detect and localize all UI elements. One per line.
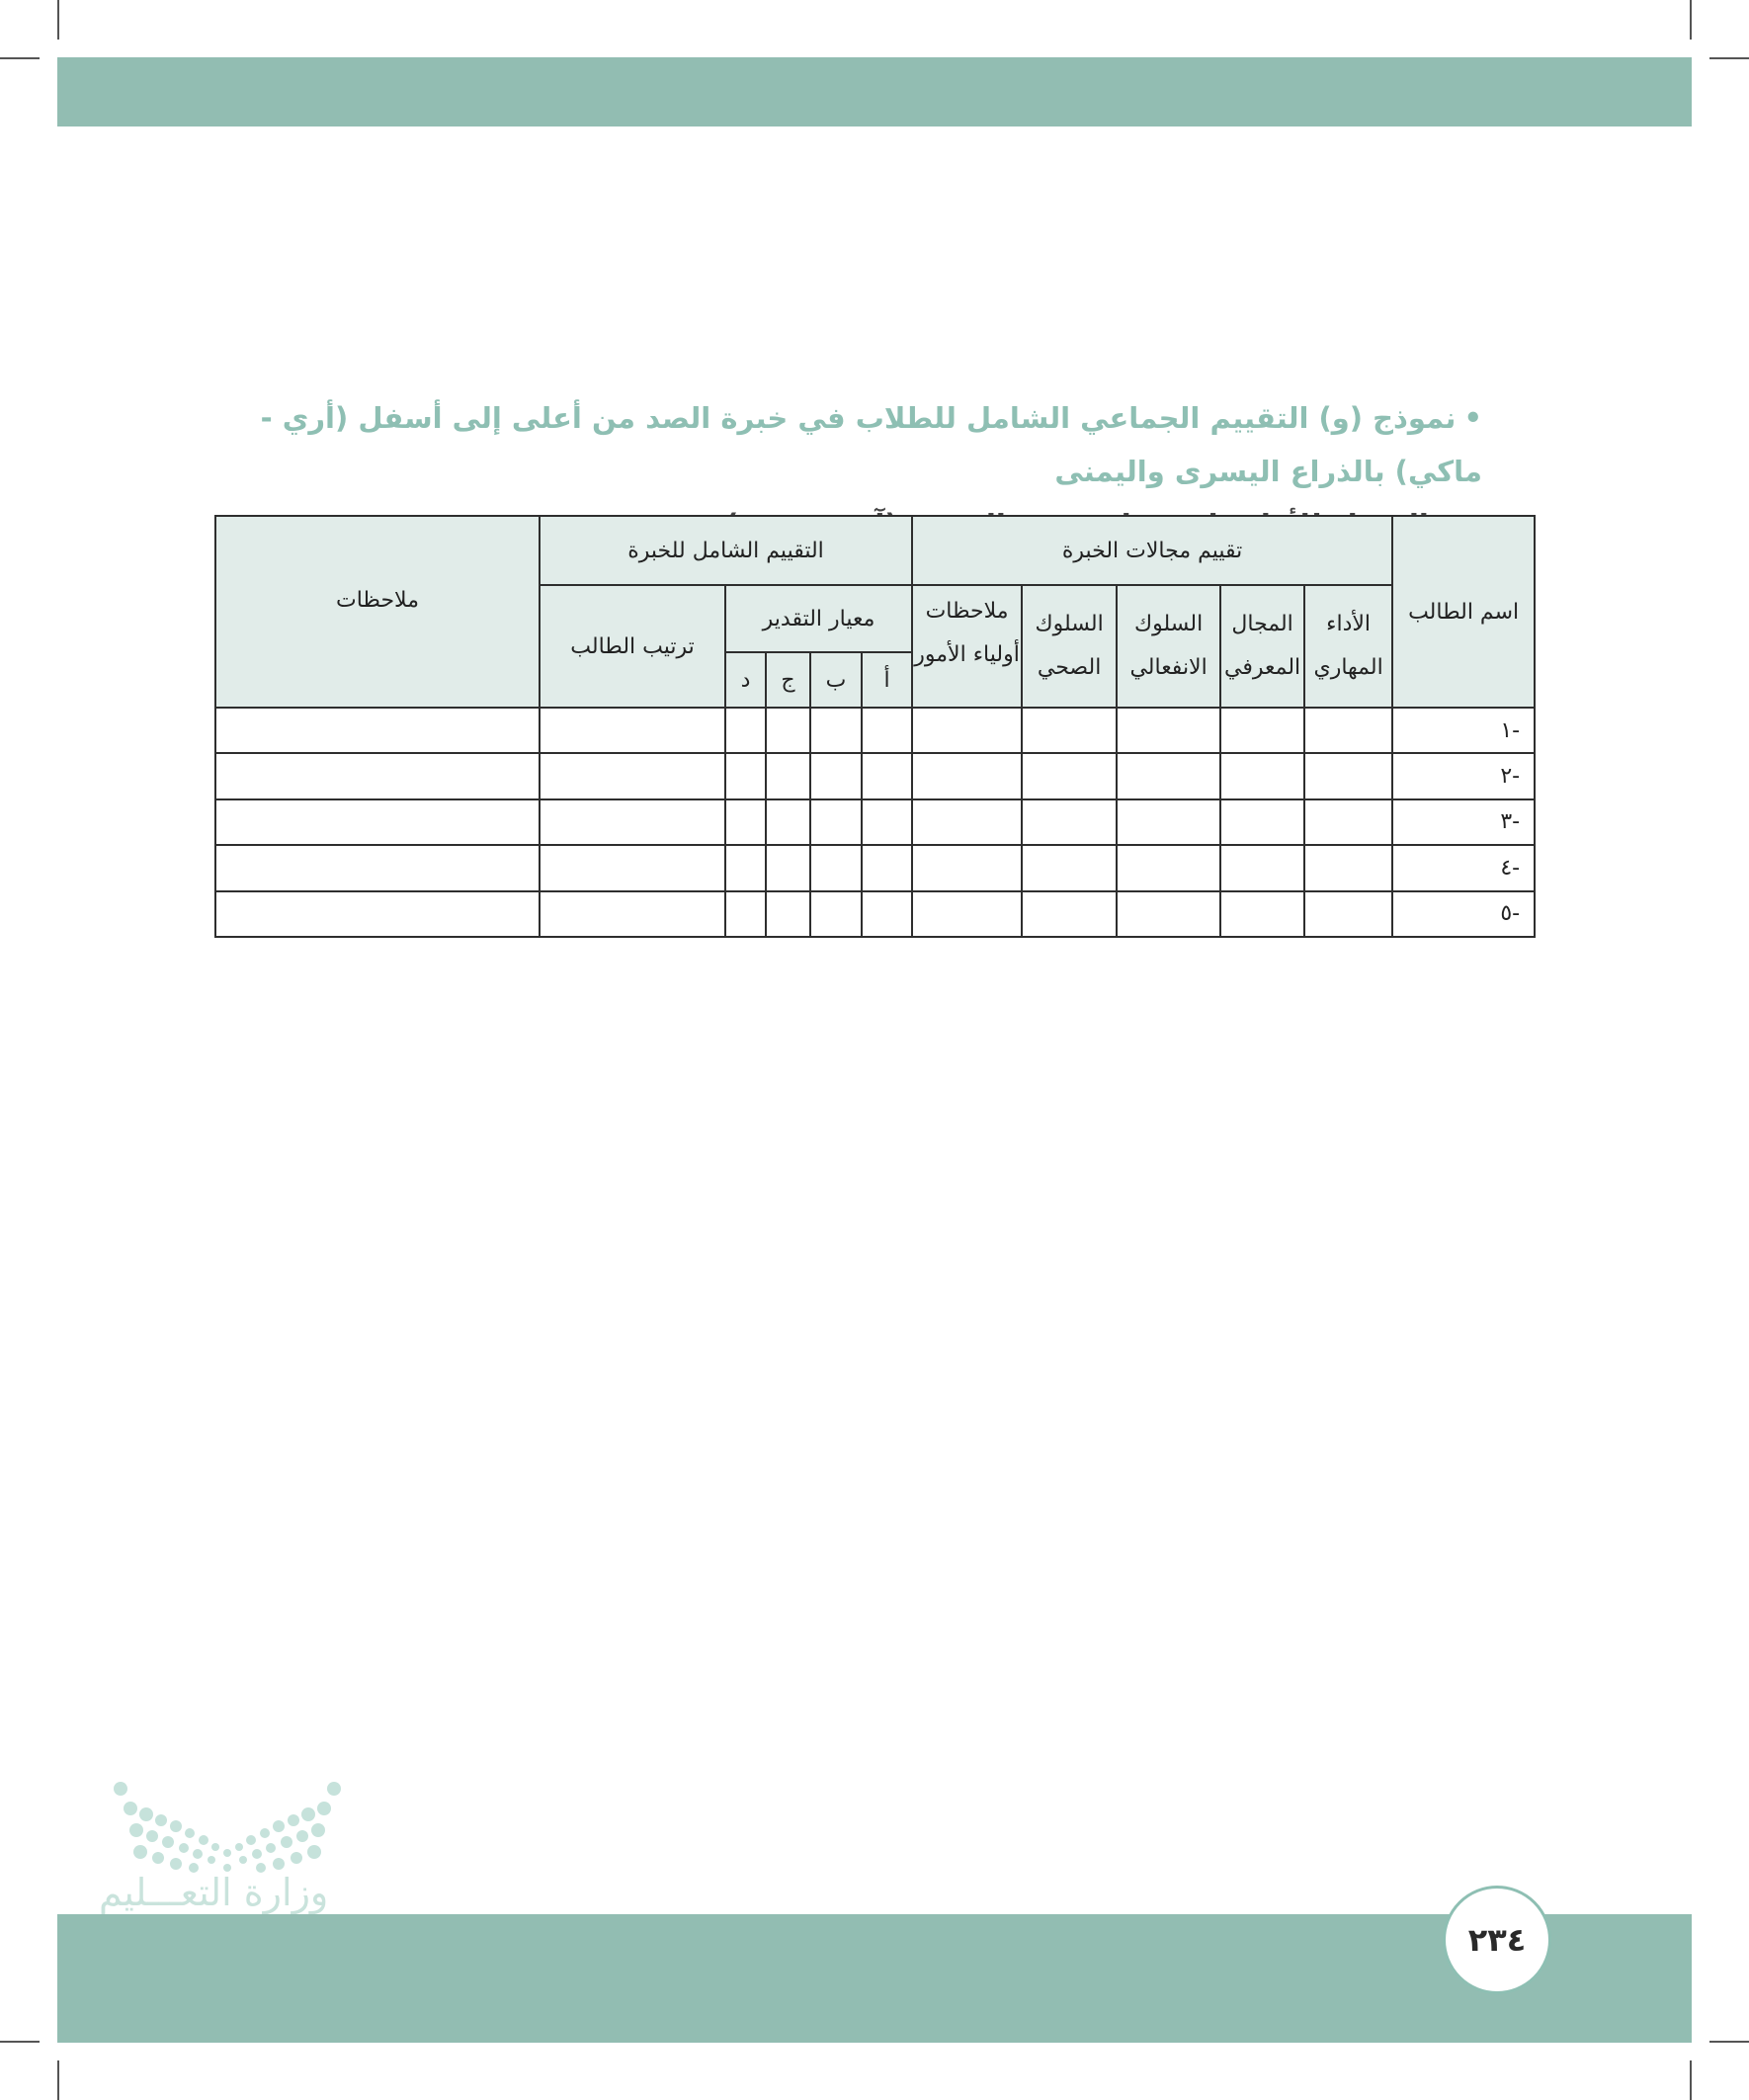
- cell[interactable]: [1117, 891, 1220, 937]
- cell[interactable]: [725, 845, 766, 890]
- cell[interactable]: [540, 799, 725, 845]
- cell[interactable]: [215, 845, 540, 890]
- header-emotional: السلوك الانفعالي: [1117, 585, 1220, 708]
- cell[interactable]: [766, 753, 810, 798]
- row-number: -١: [1392, 708, 1535, 753]
- cell[interactable]: [1022, 845, 1117, 890]
- crop-mark: [57, 2060, 59, 2100]
- header-cognitive: المجال المعرفي: [1220, 585, 1304, 708]
- row-number: -٥: [1392, 891, 1535, 937]
- cell[interactable]: [215, 708, 540, 753]
- cell[interactable]: [810, 799, 862, 845]
- crop-mark: [1690, 0, 1692, 40]
- cell[interactable]: [540, 708, 725, 753]
- table-row: [215, 708, 1535, 753]
- cell[interactable]: [725, 891, 766, 937]
- cell[interactable]: [766, 845, 810, 890]
- crop-mark: [57, 0, 59, 40]
- cell[interactable]: [215, 799, 540, 845]
- table-row: [215, 891, 1535, 937]
- cell[interactable]: [1304, 799, 1392, 845]
- cell[interactable]: [766, 708, 810, 753]
- cell[interactable]: [725, 753, 766, 798]
- header-student-rank: ترتيب الطالب: [540, 585, 725, 708]
- cell[interactable]: [1304, 753, 1392, 798]
- row-number: -٤: [1392, 845, 1535, 890]
- cell[interactable]: [215, 891, 540, 937]
- cell[interactable]: [862, 891, 912, 937]
- crop-mark: [1709, 2041, 1749, 2043]
- header-rating-criteria: معيار التقدير: [725, 585, 912, 652]
- table-row: [215, 799, 1535, 845]
- cell[interactable]: [1117, 845, 1220, 890]
- bullet: •: [1463, 401, 1482, 435]
- cell[interactable]: [1304, 708, 1392, 753]
- header-grade-d: د: [725, 652, 766, 708]
- table-row: [215, 845, 1535, 890]
- cell[interactable]: [912, 799, 1022, 845]
- cell[interactable]: [862, 753, 912, 798]
- cell[interactable]: [912, 753, 1022, 798]
- cell[interactable]: [810, 891, 862, 937]
- header-comprehensive: التقييم الشامل للخبرة: [540, 516, 912, 585]
- cell[interactable]: [912, 708, 1022, 753]
- cell[interactable]: [766, 799, 810, 845]
- row-number: -٣: [1392, 799, 1535, 845]
- cell[interactable]: [1220, 845, 1304, 890]
- cell[interactable]: [725, 708, 766, 753]
- cell[interactable]: [1220, 799, 1304, 845]
- cell[interactable]: [810, 708, 862, 753]
- cell[interactable]: [766, 891, 810, 937]
- cell[interactable]: [1117, 753, 1220, 798]
- cell[interactable]: [1304, 845, 1392, 890]
- header-student-name: اسم الطالب: [1392, 516, 1535, 708]
- row-number: -٢: [1392, 753, 1535, 798]
- cell[interactable]: [862, 845, 912, 890]
- cell[interactable]: [215, 753, 540, 798]
- crop-mark: [0, 2041, 40, 2043]
- cell[interactable]: [1022, 753, 1117, 798]
- header-domains: تقييم مجالات الخبرة: [912, 516, 1392, 585]
- cell[interactable]: [1022, 708, 1117, 753]
- intro-line-1: نموذج (و) التقييم الجماعي الشامل للطلاب في خبرة الصد من أعلى إلى أسفل (أري - ماكي) بالذراع اليسرى واليمنى: [260, 401, 1482, 488]
- cell[interactable]: [912, 845, 1022, 890]
- cell[interactable]: [1022, 891, 1117, 937]
- cell[interactable]: [810, 845, 862, 890]
- cell[interactable]: [1022, 799, 1117, 845]
- page-number: ٢٣٤: [1443, 1886, 1551, 1994]
- crop-mark: [1709, 57, 1749, 59]
- cell[interactable]: [912, 891, 1022, 937]
- cell[interactable]: [862, 799, 912, 845]
- cell[interactable]: [862, 708, 912, 753]
- cell[interactable]: [1220, 708, 1304, 753]
- header-parent-notes: ملاحظات أولياء الأمور: [912, 585, 1022, 708]
- cell[interactable]: [540, 891, 725, 937]
- cell[interactable]: [810, 753, 862, 798]
- assessment-table: [214, 515, 1536, 938]
- cell[interactable]: [540, 845, 725, 890]
- header-grade-a: أ: [862, 652, 912, 708]
- cell[interactable]: [1117, 799, 1220, 845]
- header-grade-b: ب: [810, 652, 862, 708]
- header-skill-performance: الأداء المهاري: [1304, 585, 1392, 708]
- header-grade-c: ج: [766, 652, 810, 708]
- cell[interactable]: [1220, 753, 1304, 798]
- cell[interactable]: [1304, 891, 1392, 937]
- header-health: السلوك الصحي: [1022, 585, 1117, 708]
- crop-mark: [0, 57, 40, 59]
- cell[interactable]: [1220, 891, 1304, 937]
- header-notes: ملاحظات: [215, 516, 540, 708]
- ministry-name-ar: وزارة التعـــليم: [99, 1871, 329, 1914]
- header-band: [57, 57, 1692, 126]
- crop-mark: [1690, 2060, 1692, 2100]
- cell[interactable]: [540, 753, 725, 798]
- cell[interactable]: [1117, 708, 1220, 753]
- cell[interactable]: [725, 799, 766, 845]
- table-row: [215, 753, 1535, 798]
